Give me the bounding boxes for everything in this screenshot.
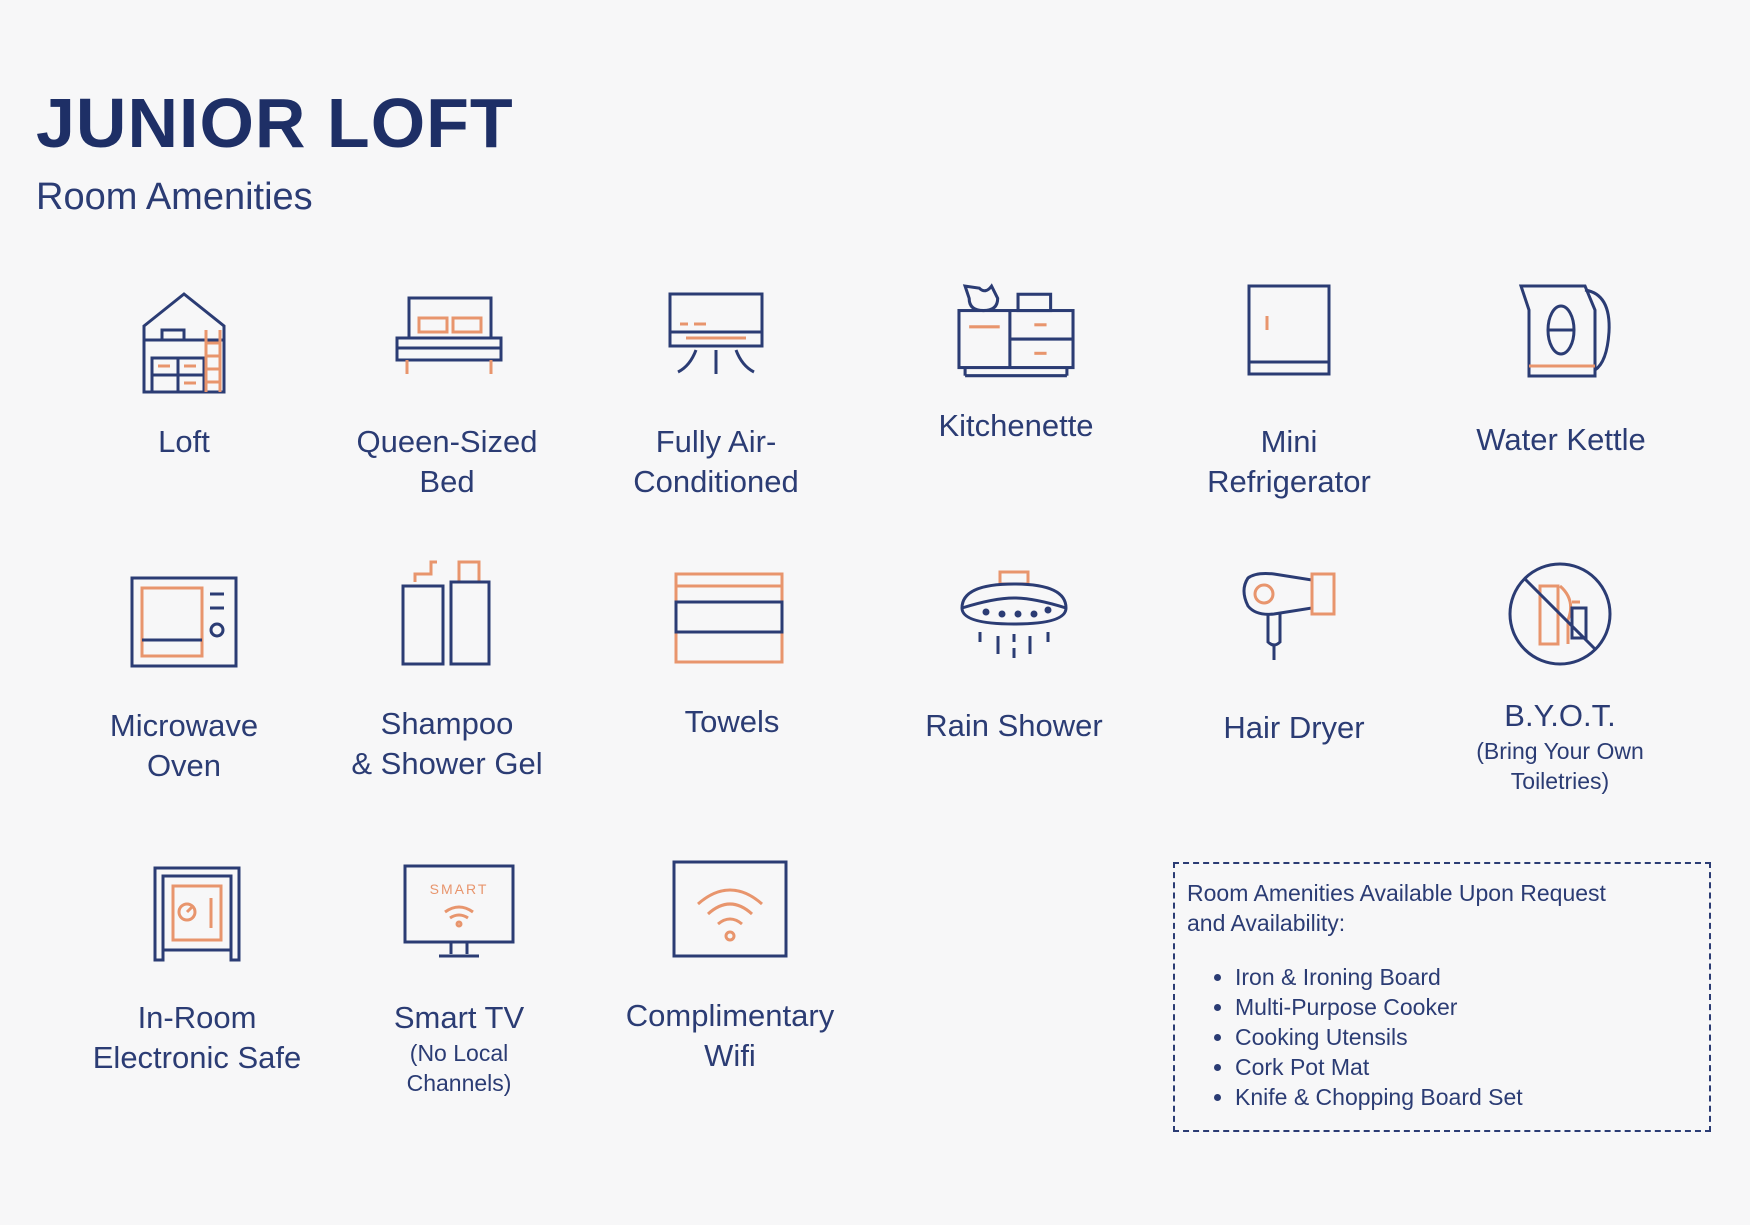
amenity-label: Shampoo & Shower Gel	[351, 706, 543, 781]
no-toiletries-icon	[1500, 560, 1620, 670]
amenity-wifi	[600, 862, 860, 1076]
amenity-label: Towels	[684, 704, 780, 739]
amenity-hair-dryer	[1164, 566, 1424, 748]
microwave-icon	[124, 568, 244, 678]
amenity-mini-refrigerator	[1159, 282, 1419, 502]
amenity-label: Fully Air- Conditioned	[633, 424, 799, 499]
amenity-label: Loft	[158, 424, 210, 459]
amenity-queen-bed	[317, 288, 577, 502]
amenity-label: Hair Dryer	[1223, 710, 1365, 745]
amenity-kitchenette	[886, 280, 1146, 446]
amenity-rain-shower	[884, 568, 1144, 746]
smart-tv-icon	[399, 862, 519, 972]
amenity-byot	[1430, 560, 1690, 796]
smart-tv-icon-text: SMART	[429, 881, 489, 897]
refrigerator-icon	[1229, 282, 1349, 392]
amenity-label: Queen-Sized Bed	[356, 424, 538, 499]
request-box-title: Room Amenities Available Upon Request and Availability:	[1187, 880, 1606, 936]
air-conditioner-icon	[656, 288, 776, 398]
hair-dryer-icon	[1234, 566, 1354, 676]
loft-icon	[124, 288, 244, 398]
amenity-loft	[54, 288, 314, 462]
safe-icon	[137, 862, 257, 972]
amenity-note: (Bring Your Own Toiletries)	[1476, 738, 1644, 794]
amenity-towels	[602, 570, 862, 742]
list-item: • Iron & Ironing Board	[1235, 962, 1697, 992]
amenity-label: Rain Shower	[925, 708, 1103, 743]
toiletry-bottles-icon	[387, 558, 507, 668]
amenity-label: Smart TV	[393, 1000, 525, 1035]
request-list	[1187, 962, 1697, 1112]
kettle-icon	[1501, 280, 1621, 390]
amenity-microwave-oven	[54, 568, 314, 786]
request-amenities-box	[1173, 862, 1711, 1132]
rain-shower-icon	[954, 568, 1074, 678]
amenity-water-kettle	[1431, 280, 1691, 460]
wifi-icon	[670, 862, 790, 972]
towels-icon	[672, 570, 792, 680]
amenity-air-conditioned	[586, 288, 846, 502]
amenity-label: B.Y.O.T.	[1504, 698, 1616, 733]
amenity-shampoo-shower-gel	[317, 558, 577, 784]
kitchenette-icon	[941, 280, 1091, 392]
amenity-label: Mini Refrigerator	[1207, 424, 1371, 499]
page-title: JUNIOR LOFT	[36, 84, 514, 162]
amenity-label: Complimentary Wifi	[625, 998, 835, 1073]
bed-icon	[387, 288, 507, 398]
amenity-label: Microwave Oven	[109, 708, 259, 783]
amenity-electronic-safe	[67, 862, 327, 1078]
amenity-label: Kitchenette	[938, 408, 1094, 443]
amenity-smart-tv	[329, 862, 589, 1098]
list-item: • Multi-Purpose Cooker	[1235, 992, 1697, 1022]
amenity-label: Water Kettle	[1476, 422, 1646, 457]
amenity-label: In-Room Electronic Safe	[92, 1000, 302, 1075]
list-item: • Cork Pot Mat	[1235, 1052, 1697, 1082]
list-item: • Cooking Utensils	[1235, 1022, 1697, 1052]
amenity-note: (No Local Channels)	[406, 1040, 512, 1096]
page-subtitle: Room Amenities	[36, 176, 313, 218]
list-item: • Knife & Chopping Board Set	[1235, 1082, 1697, 1112]
